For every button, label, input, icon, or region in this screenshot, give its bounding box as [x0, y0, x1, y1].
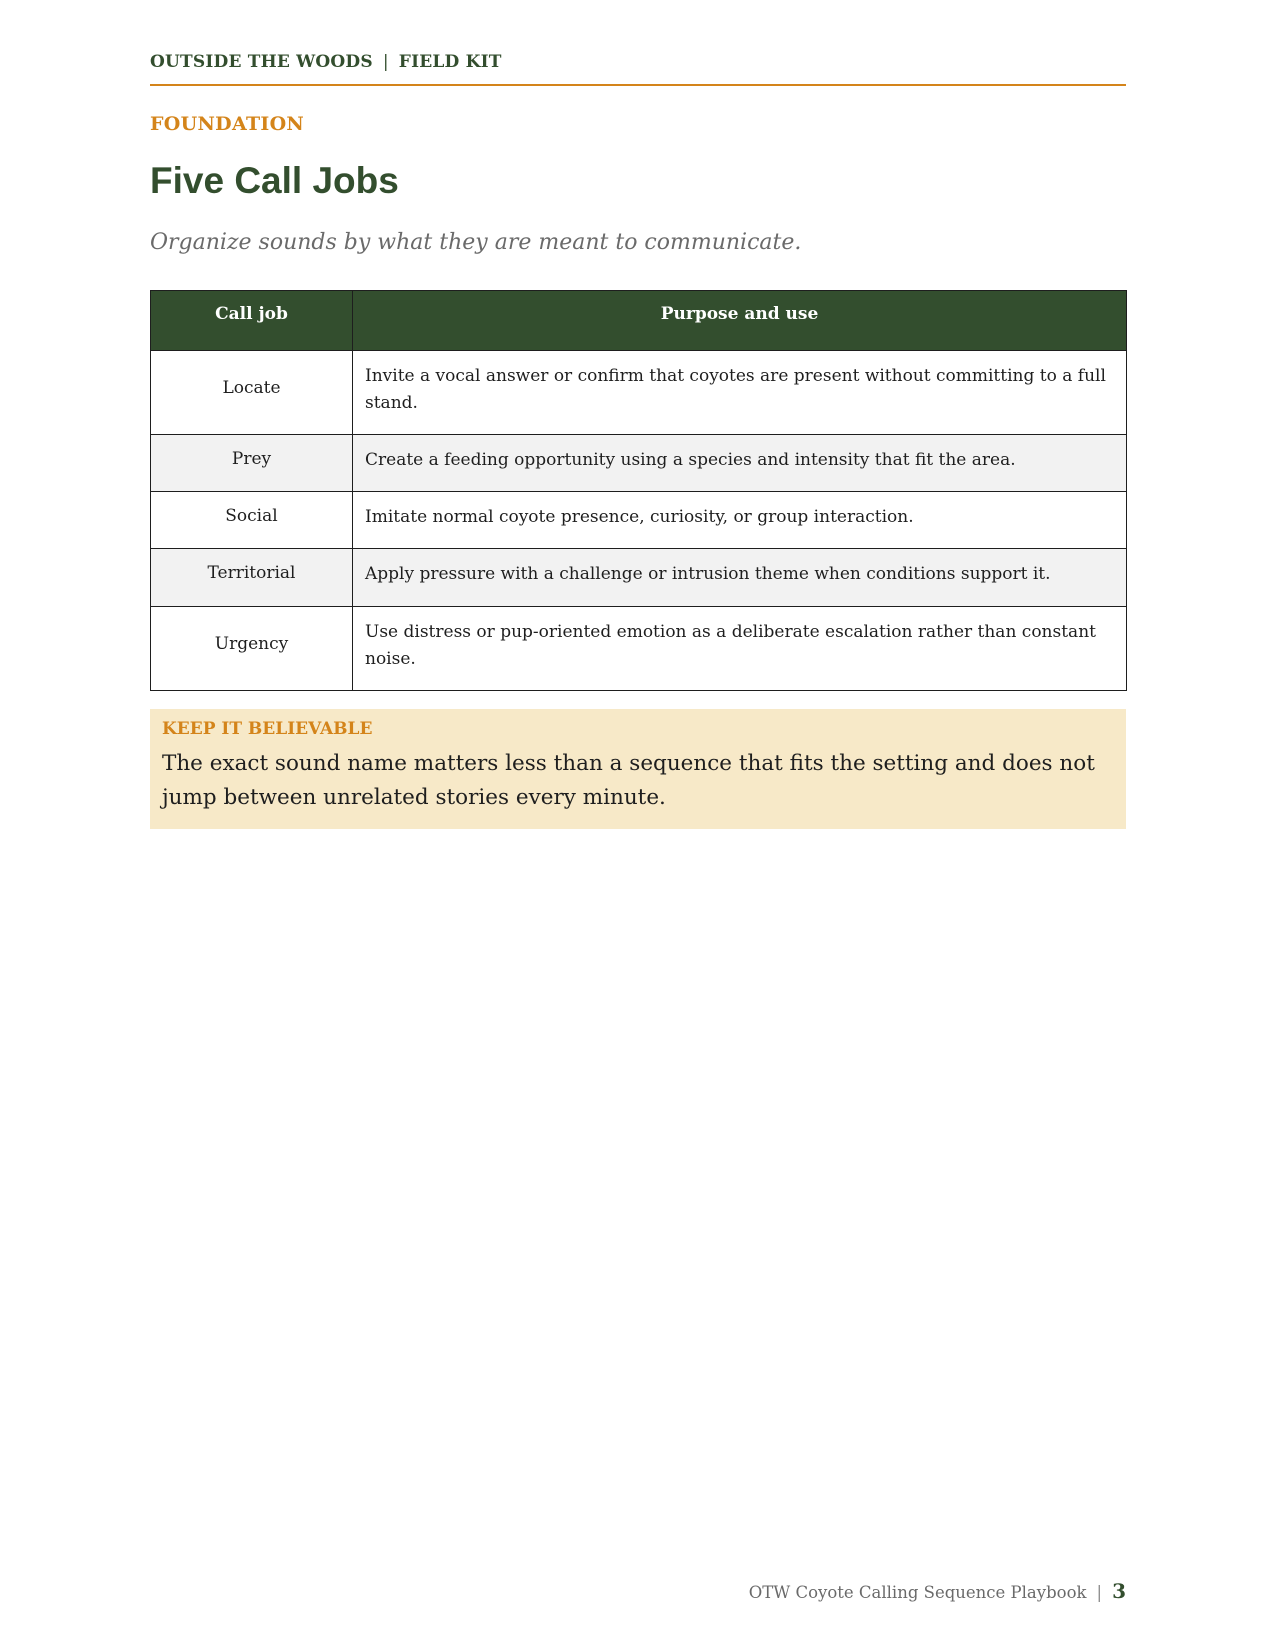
call-job-cell: Social — [151, 492, 353, 549]
purpose-cell: Apply pressure with a challenge or intrusion theme when conditions support it. — [353, 549, 1127, 607]
callout-box — [150, 709, 1126, 829]
column-header-purpose: Purpose and use — [353, 291, 1127, 351]
table-row — [151, 351, 1127, 435]
callout-body: The exact sound name matters less than a sequence that fits the setting and does not jump between unrelated stories every minute. — [162, 751, 1095, 810]
page-subtitle: Organize sounds by what they are meant to communicate. — [150, 230, 802, 255]
table-row — [151, 435, 1127, 492]
table-row — [151, 607, 1127, 691]
running-header — [150, 52, 1126, 86]
footer-doc-title: OTW Coyote Calling Sequence Playbook — [748, 1583, 1087, 1602]
page-title: Five Call Jobs — [150, 160, 399, 201]
header-separator: | — [382, 52, 389, 72]
call-job-cell: Urgency — [151, 607, 353, 691]
call-job-cell: Locate — [151, 351, 353, 435]
table-header-row — [151, 291, 1127, 351]
section-eyebrow: FOUNDATION — [150, 113, 305, 135]
table-row — [151, 492, 1127, 549]
header-publication: OUTSIDE THE WOODS — [150, 52, 373, 72]
purpose-cell: Imitate normal coyote presence, curiosity, or group interaction. — [353, 492, 1127, 549]
call-job-cell: Prey — [151, 435, 353, 492]
footer-separator: | — [1096, 1583, 1103, 1602]
callout-label: KEEP IT BELIEVABLE — [162, 719, 373, 739]
column-header-call-job: Call job — [151, 291, 353, 351]
table-row — [151, 549, 1127, 607]
page-number: 3 — [1112, 1579, 1126, 1603]
purpose-cell: Use distress or pup-oriented emotion as a deliberate escalation rather than constant noise. — [353, 607, 1127, 691]
page-footer — [749, 1579, 1126, 1603]
header-section: FIELD KIT — [398, 52, 502, 72]
call-jobs-table — [150, 290, 1127, 691]
purpose-cell: Create a feeding opportunity using a species and intensity that fit the area. — [353, 435, 1127, 492]
call-job-cell: Territorial — [151, 549, 353, 607]
document-page — [150, 0, 1126, 1650]
purpose-cell: Invite a vocal answer or confirm that coyotes are present without committing to a full stand. — [353, 351, 1127, 435]
